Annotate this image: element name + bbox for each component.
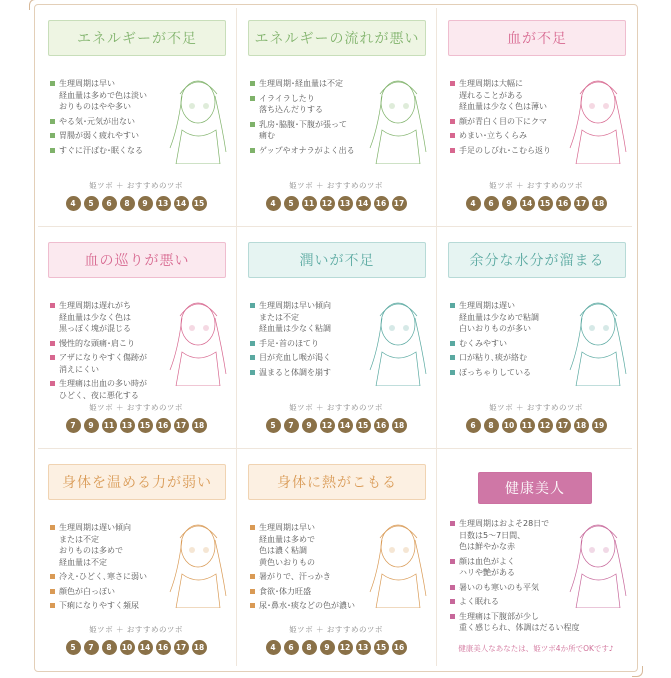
woman-illustration-icon bbox=[560, 68, 630, 164]
card-title: 身体を温める力が弱い bbox=[48, 464, 226, 500]
type-card bbox=[236, 228, 436, 448]
type-card bbox=[36, 6, 236, 226]
tsubo-number: 13 bbox=[156, 196, 171, 211]
tsubo-number: 11 bbox=[302, 196, 317, 211]
symptom-item: 暑がりで、汗っかき bbox=[250, 571, 365, 583]
type-card bbox=[436, 6, 636, 226]
card-title: エネルギーが不足 bbox=[48, 20, 226, 56]
symptom-item: めまい･立ちくらみ bbox=[450, 130, 565, 142]
woman-illustration-icon bbox=[160, 68, 230, 164]
symptom-item: 生理周期は早い傾向 または不定 経血量は少なく粘調 bbox=[250, 300, 365, 335]
tsubo-label: 姫ツボ ＋ おすすめのツボ bbox=[289, 403, 383, 412]
tsubo-number: 4 bbox=[266, 196, 281, 211]
card-title: 血の巡りが悪い bbox=[48, 242, 226, 278]
type-card bbox=[36, 228, 236, 448]
tsubo-number: 16 bbox=[556, 196, 571, 211]
symptom-item: 下痢になりやすく頻尿 bbox=[50, 600, 165, 612]
type-card bbox=[236, 450, 436, 670]
tsubo-number: 9 bbox=[84, 418, 99, 433]
symptom-list bbox=[450, 518, 580, 637]
tsubo-number: 14 bbox=[138, 640, 153, 655]
tsubo-number: 5 bbox=[66, 640, 81, 655]
tsubo-number: 18 bbox=[574, 418, 589, 433]
symptom-item: 生理周期は早い 経血量は多めで色は淡い おりものはやや多い bbox=[50, 78, 165, 113]
tsubo-number: 11 bbox=[520, 418, 535, 433]
tsubo-numbers bbox=[436, 196, 636, 211]
tsubo-number: 15 bbox=[192, 196, 207, 211]
tsubo-number: 17 bbox=[392, 196, 407, 211]
tsubo-numbers bbox=[36, 418, 236, 433]
woman-illustration-icon bbox=[160, 290, 230, 386]
tsubo-number: 9 bbox=[320, 640, 335, 655]
tsubo-number: 8 bbox=[120, 196, 135, 211]
tsubo-numbers bbox=[236, 640, 436, 655]
symptom-list bbox=[450, 300, 565, 381]
tsubo-number: 13 bbox=[120, 418, 135, 433]
tsubo-number: 7 bbox=[66, 418, 81, 433]
woman-illustration-icon bbox=[360, 68, 430, 164]
tsubo-number: 8 bbox=[102, 640, 117, 655]
divider bbox=[38, 448, 632, 449]
tsubo-numbers bbox=[236, 418, 436, 433]
tsubo-label: 姫ツボ ＋ おすすめのツボ bbox=[89, 625, 183, 634]
symptom-item: 顔色が白っぽい bbox=[50, 586, 165, 598]
tsubo-number: 4 bbox=[466, 196, 481, 211]
tsubo-number: 15 bbox=[538, 196, 553, 211]
tsubo-numbers bbox=[236, 196, 436, 211]
tsubo-number: 13 bbox=[356, 640, 371, 655]
symptom-item: 手足のしびれ･こむら返り bbox=[450, 145, 565, 157]
symptom-item: 食欲･体力旺盛 bbox=[250, 586, 365, 598]
symptom-item: すぐに汗ばむ･眠くなる bbox=[50, 145, 165, 157]
type-card bbox=[436, 228, 636, 448]
tsubo-number: 8 bbox=[302, 640, 317, 655]
tsubo-number: 14 bbox=[338, 418, 353, 433]
symptom-item: 冷え･ひどく､寒さに弱い bbox=[50, 571, 165, 583]
tsubo-number: 6 bbox=[484, 196, 499, 211]
tsubo-number: 17 bbox=[574, 196, 589, 211]
tsubo-number: 10 bbox=[502, 418, 517, 433]
card-title: 潤いが不足 bbox=[248, 242, 426, 278]
tsubo-number: 6 bbox=[466, 418, 481, 433]
symptom-item: 顔が青白く目の下にクマ bbox=[450, 116, 565, 128]
tsubo-number: 15 bbox=[374, 640, 389, 655]
tsubo-number: 15 bbox=[138, 418, 153, 433]
tsubo-number: 18 bbox=[192, 640, 207, 655]
tsubo-number: 16 bbox=[156, 418, 171, 433]
symptom-item: 生理周期は遅い 経血量は少なめで粘調 白いおりものが多い bbox=[450, 300, 565, 335]
tsubo-label: 姫ツボ ＋ おすすめのツボ bbox=[89, 181, 183, 190]
tsubo-number: 12 bbox=[338, 640, 353, 655]
tsubo-number: 14 bbox=[356, 196, 371, 211]
symptom-item: 生理周期･経血量は不定 bbox=[250, 78, 365, 90]
tsubo-number: 19 bbox=[592, 418, 607, 433]
tsubo-number: 9 bbox=[302, 418, 317, 433]
symptom-item: 生理周期は大幅に 遅れることがある 経血量は少なく色は薄い bbox=[450, 78, 565, 113]
divider bbox=[38, 226, 632, 227]
tsubo-number: 10 bbox=[120, 640, 135, 655]
symptom-list bbox=[50, 78, 165, 159]
symptom-list bbox=[450, 78, 565, 159]
symptom-item: 生理痛は出血の多い時が ひどく、夜に悪化する bbox=[50, 378, 165, 401]
tsubo-number: 16 bbox=[392, 640, 407, 655]
tsubo-number: 16 bbox=[374, 418, 389, 433]
symptom-item: やる気･元気が出ない bbox=[50, 116, 165, 128]
symptom-list bbox=[50, 300, 165, 404]
symptom-item: 温まると体調を崩す bbox=[250, 367, 365, 379]
symptom-item: 胃腸が弱く疲れやすい bbox=[50, 130, 165, 142]
tsubo-number: 14 bbox=[174, 196, 189, 211]
card-title: 身体に熱がこもる bbox=[248, 464, 426, 500]
tsubo-label: 姫ツボ ＋ おすすめのツボ bbox=[89, 403, 183, 412]
symptom-list bbox=[250, 78, 365, 159]
tsubo-number: 12 bbox=[538, 418, 553, 433]
symptom-item: 顔は血色がよく ハリや艶がある bbox=[450, 556, 580, 579]
tsubo-number: 11 bbox=[102, 418, 117, 433]
symptom-item: 乳房･脇腹･下腹が張って 痛む bbox=[250, 119, 365, 142]
tsubo-number: 13 bbox=[338, 196, 353, 211]
tsubo-label: 姫ツボ ＋ おすすめのツボ bbox=[489, 403, 583, 412]
symptom-item: むくみやすい bbox=[450, 338, 565, 350]
tsubo-number: 14 bbox=[520, 196, 535, 211]
tsubo-numbers bbox=[36, 640, 236, 655]
symptom-item: 手足･首のほてり bbox=[250, 338, 365, 350]
tsubo-number: 7 bbox=[84, 640, 99, 655]
symptom-item: 生理周期はおよそ28日で 日数は5～7日間、 色は鮮やかな赤 bbox=[450, 518, 580, 553]
card-title: 血が不足 bbox=[448, 20, 626, 56]
tsubo-number: 16 bbox=[156, 640, 171, 655]
tsubo-number: 12 bbox=[320, 418, 335, 433]
tsubo-numbers bbox=[436, 418, 636, 433]
symptom-item: 尿･鼻水･痰などの色が濃い bbox=[250, 600, 365, 612]
tsubo-number: 8 bbox=[484, 418, 499, 433]
tsubo-label: 姫ツボ ＋ おすすめのツボ bbox=[489, 181, 583, 190]
symptom-item: 生理周期は遅れがち 経血量は少なく色は 黒っぽく塊が混じる bbox=[50, 300, 165, 335]
symptom-item: ゲップやオナラがよく出る bbox=[250, 145, 365, 157]
symptom-item: 目が充血し喉が渇く bbox=[250, 352, 365, 364]
tsubo-number: 5 bbox=[84, 196, 99, 211]
type-card bbox=[36, 450, 236, 670]
woman-illustration-icon bbox=[560, 290, 630, 386]
symptom-item: 慢性的な頭痛･肩こり bbox=[50, 338, 165, 350]
symptom-item: 口が粘り､痰が絡む bbox=[450, 352, 565, 364]
symptom-item: 生理周期は遅い傾向 または不定 おりものは多めで 経血量は不定 bbox=[50, 522, 165, 568]
tsubo-number: 12 bbox=[320, 196, 335, 211]
tsubo-number: 17 bbox=[174, 640, 189, 655]
tsubo-label: 姫ツボ ＋ おすすめのツボ bbox=[289, 181, 383, 190]
tsubo-number: 16 bbox=[374, 196, 389, 211]
woman-illustration-icon bbox=[360, 512, 430, 608]
card-title: 余分な水分が溜まる bbox=[448, 242, 626, 278]
tsubo-number: 17 bbox=[174, 418, 189, 433]
tsubo-number: 18 bbox=[392, 418, 407, 433]
card-title: 健康美人 bbox=[478, 472, 592, 504]
tsubo-number: 9 bbox=[138, 196, 153, 211]
card-title: エネルギーの流れが悪い bbox=[248, 20, 426, 56]
tsubo-numbers bbox=[36, 196, 236, 211]
tsubo-number: 18 bbox=[592, 196, 607, 211]
symptom-item: 暑いのも寒いのも平気 bbox=[450, 582, 580, 594]
type-card bbox=[436, 450, 636, 670]
symptom-item: 生理周期は早い 経血量は多めで 色は濃く粘調 黄色いおりもの bbox=[250, 522, 365, 568]
tsubo-number: 15 bbox=[356, 418, 371, 433]
symptom-item: イライラしたり 落ち込んだりする bbox=[250, 93, 365, 116]
symptom-list bbox=[50, 522, 165, 615]
tsubo-number: 4 bbox=[66, 196, 81, 211]
tsubo-number: 5 bbox=[284, 196, 299, 211]
tsubo-number: 5 bbox=[266, 418, 281, 433]
tsubo-label: 姫ツボ ＋ おすすめのツボ bbox=[289, 625, 383, 634]
type-card bbox=[236, 6, 436, 226]
symptom-list bbox=[250, 522, 365, 615]
tsubo-number: 7 bbox=[284, 418, 299, 433]
tsubo-number: 18 bbox=[192, 418, 207, 433]
healthy-note: 健康美人なあなたは、姫ツボ4か所でOKです♪ bbox=[458, 644, 614, 653]
woman-illustration-icon bbox=[160, 512, 230, 608]
tsubo-number: 6 bbox=[284, 640, 299, 655]
symptom-item: アザになりやすく傷跡が 消えにくい bbox=[50, 352, 165, 375]
tsubo-number: 6 bbox=[102, 196, 117, 211]
tsubo-number: 4 bbox=[266, 640, 281, 655]
tsubo-number: 9 bbox=[502, 196, 517, 211]
symptom-item: ぽっちゃりしている bbox=[450, 367, 565, 379]
symptom-item: よく眠れる bbox=[450, 596, 580, 608]
symptom-list bbox=[250, 300, 365, 381]
woman-illustration-icon bbox=[360, 290, 430, 386]
tsubo-number: 17 bbox=[556, 418, 571, 433]
symptom-item: 生理痛は下腹部が少し 重く感じられ、体調はだるい程度 bbox=[450, 611, 580, 634]
